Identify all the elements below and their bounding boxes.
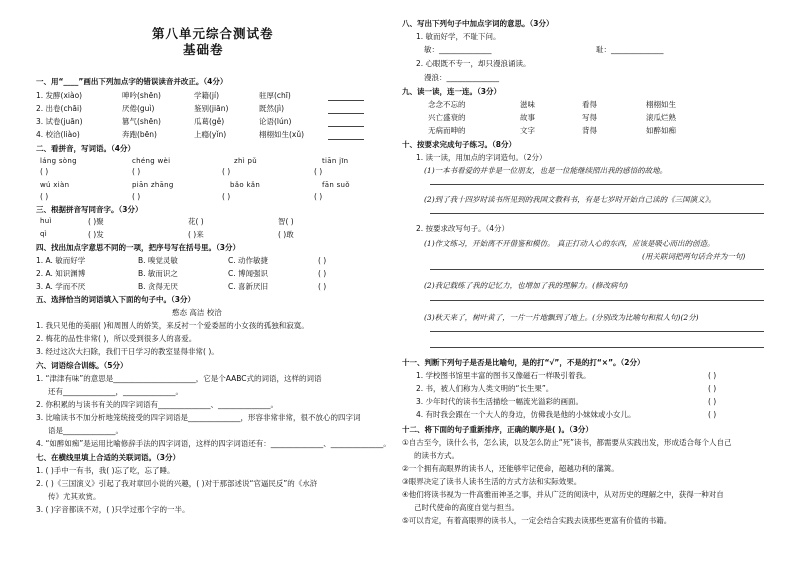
question-text: 栩栩如生(xǔ): [259, 130, 305, 139]
question-text: 3. 少年时代的读书生活描绘一幅流光溢彩的画面。: [416, 397, 584, 406]
question-text: 漫浪：______________: [424, 73, 499, 82]
question-text: (2)我记载练了我的记忆力，也增加了我的理解力。(修改病句): [424, 281, 628, 290]
question-text: 2. 心眼既不专一，却只漫浪诵读。: [416, 59, 531, 68]
question-text: (1)一本书看爱的并非是一位朋友，也是一位能继续照出我的感悟的故地。: [424, 166, 668, 175]
question-text: huì: [40, 217, 52, 225]
question-text: 1. 读一读，用加点的字词造句。（2分）: [416, 153, 547, 162]
question-text: 2. ( )《三国演义》引起了我对章回小说的兴趣，( )对于那部述说“官逼民反”的《水浒: [36, 479, 318, 488]
question-text: B. 贪得无厌: [138, 282, 178, 291]
question-text: 背得: [582, 126, 597, 135]
question-text: 厌倦(guì): [122, 104, 155, 113]
question-text: ②一个拥有高眼界的读书人，还能够牢记使命，超越功利的藩篱。: [402, 464, 619, 473]
question-text: 敏：______________: [424, 45, 492, 54]
question-text: láng sòng: [40, 157, 77, 165]
exam-title: 第八单元综合测试卷: [152, 26, 274, 41]
question-text: 看得: [582, 100, 597, 109]
section-heading: 一、用“____”画出下列加点字的错误读音并改正。（4分）: [36, 77, 228, 86]
question-text: ( ): [708, 371, 717, 380]
question-text: 1. “津津有味”的意思是______________________，它是个AABC式的词语，这样的词语: [36, 374, 322, 383]
question-text: 无病而呻的: [428, 126, 466, 135]
question-text: ( )敢: [278, 230, 294, 239]
question-text: ( ): [40, 167, 49, 176]
answer-line[interactable]: [328, 139, 364, 140]
answer-line[interactable]: [430, 184, 764, 185]
question-text: bǎo kǎn: [230, 181, 261, 189]
question-text: ④他们将读书视为一件高雅而神圣之事，并从广泛的阅读中，从对历史的理解之中，获得一种对自: [402, 490, 724, 499]
question-text: ( ): [314, 192, 323, 201]
section-heading: 六、词语综合训练。（5分）: [36, 361, 128, 370]
question-text: 如醉如痴: [646, 126, 676, 135]
question-text: 己时代使命的高度自觉与担当。: [414, 503, 519, 512]
question-text: 智( ): [278, 217, 294, 226]
question-text: B. 敏而识之: [138, 269, 178, 278]
question-text: 驻厚(chī): [259, 91, 291, 100]
question-text: 2. 出卷(chāi): [36, 104, 82, 113]
answer-line[interactable]: [430, 300, 764, 301]
question-text: zhì pǔ: [234, 157, 257, 165]
question-text: (用关联词把两句话合并为一句): [642, 252, 746, 261]
question-text: ( )聚: [88, 217, 104, 226]
question-text: 故事: [520, 113, 535, 122]
question-text: ( )来: [188, 230, 204, 239]
question-text: ( )发: [88, 230, 104, 239]
section-heading: 二、看拼音，写词语。（4分）: [36, 144, 135, 153]
question-text: 3. 比喻读书不加分析地笼统接受的四字词语是______________，形容非常非常，很不放心的四字词: [36, 413, 361, 422]
question-text: ( ): [318, 256, 327, 265]
answer-line[interactable]: [430, 213, 764, 214]
section-heading: 八、写出下列句子中加点字词的意思。（3分）: [402, 19, 554, 28]
question-text: ( ): [318, 282, 327, 291]
question-text: (3)秋天来了，树叶黄了，一片一片地飘到了地上。(分别改为比喻句和拟人句)(2分): [424, 313, 699, 322]
question-text: 还有______________，______________。: [48, 387, 183, 396]
question-text: C. 动作敏捷: [228, 256, 269, 265]
question-text: ①自古至今，读什么书，怎么读，以及怎么防止“死”读书，都需要从实践出发，形成适合每个人自己: [402, 438, 732, 447]
answer-line[interactable]: [430, 331, 764, 332]
answer-line[interactable]: [430, 347, 764, 348]
question-text: 念念不忘的: [428, 100, 466, 109]
question-text: ⑤可以肯定，有着高眼界的读书人，一定会结合实践去读那些更富有价值的书籍。: [402, 516, 672, 525]
question-text: 传》尤其欢赏。: [48, 492, 101, 501]
section-heading: 五、选择恰当的词语填入下面的句子中。（3分）: [36, 295, 195, 304]
question-text: 2. 书，被人们称为人类文明的“长生果”。: [416, 384, 554, 393]
section-heading: 十一、判断下列句子是否是比喻句，是的打“√”，不是的打“×”。（2分）: [402, 358, 645, 367]
question-text: tiān jīn: [322, 157, 349, 165]
question-text: fān suǒ: [322, 181, 350, 189]
question-text: 鉴别(jiān): [194, 104, 229, 113]
question-text: C. 博闻强识: [228, 269, 269, 278]
question-text: ( ): [708, 384, 717, 393]
question-text: ( ): [708, 397, 717, 406]
question-text: ( ): [222, 167, 231, 176]
question-text: 栩栩如生: [646, 100, 676, 109]
question-text: 3. 经过这次大扫除，我们干日学习的教室显得非常( )。: [36, 347, 219, 356]
question-text: 4. 有时我会跟在一个大人的身边，仿佛我是他的小妹妹或小女儿。: [416, 410, 636, 419]
question-text: ( ): [222, 192, 231, 201]
section-heading: 四、找出加点字意思不同的一项，把序号写在括号里。（3分）: [36, 243, 240, 252]
question-text: 2. A. 知识渊博: [36, 269, 86, 278]
section-heading: 十、按要求完成句子练习。（8分）: [402, 140, 516, 149]
question-text: 文字: [520, 126, 535, 135]
question-text: 兴亡盛衰的: [428, 113, 466, 122]
question-text: 呻吟(shēn): [122, 91, 161, 100]
question-text: wú xiàn: [40, 181, 70, 189]
question-text: 滚瓜烂熟: [646, 113, 676, 122]
question-text: 1. A. 敏而好学: [36, 256, 86, 265]
question-text: ( ): [708, 410, 717, 419]
question-text: 语是______________。: [48, 426, 123, 435]
answer-line[interactable]: [430, 269, 764, 270]
question-text: qì: [40, 230, 47, 238]
question-text: C. 喜新厌旧: [228, 282, 269, 291]
question-text: 2. 按要求改写句子。（4分）: [416, 224, 510, 233]
question-text: ③眼界决定了读书人读书生活的方式方法和实际效果。: [402, 477, 582, 486]
question-text: 写得: [582, 113, 597, 122]
question-text: 2. 梅花的品性非常( )，所以受到很多人的喜爱。: [36, 334, 197, 343]
section-heading: 七、在横线里填上合适的关联词语。（3分）: [36, 453, 180, 462]
question-text: 憨态 高洁 校洽: [172, 308, 222, 317]
question-text: 4. 校洽(liào): [36, 130, 80, 139]
question-text: ( ): [318, 269, 327, 278]
question-text: 1. 发酵(xiào): [36, 91, 83, 100]
question-text: 4. “如醉如痴”是运用比喻修辞手法的四字词语，这样的四字词语还有：______________、______________。: [36, 439, 391, 448]
question-text: 上瘾(yǐn): [194, 130, 227, 139]
question-text: piān zhāng: [132, 181, 174, 189]
question-text: ( ): [314, 167, 323, 176]
question-text: 1. 敏而好学，不耻下问。: [416, 32, 501, 41]
answer-line[interactable]: [328, 126, 364, 127]
question-text: 耻：______________: [596, 45, 664, 54]
question-text: chéng wèi: [132, 157, 171, 165]
question-text: 1. ( )手中一有书，我( )忘了吃，忘了睡。: [36, 466, 175, 475]
question-text: 学籍(jí): [194, 91, 220, 100]
question-text: 篡气(shēn): [122, 117, 161, 126]
question-text: ( ): [132, 192, 141, 201]
exam-subtitle: 基础卷: [183, 42, 224, 57]
answer-line[interactable]: [328, 113, 364, 114]
question-text: 3. ( )字音都读不对，( )只学过那个字的一半。: [36, 505, 190, 514]
question-text: 滋味: [520, 100, 535, 109]
question-text: (1)作文练习，开始离不开借鉴和模仿。 真正打动人心的东西，应该是吸心而出的创造。: [424, 239, 715, 248]
question-text: 奔跑(bēn): [122, 130, 157, 139]
question-text: 2. 你积累的与读书有关的四字词语有______________、______________。: [36, 400, 279, 409]
section-heading: 三、根据拼音写同音字。（3分）: [36, 205, 143, 214]
question-text: 花( ): [188, 217, 204, 226]
question-text: 1. 学校图书馆里丰富的图书又像磁石一样吸引着我。: [416, 371, 591, 380]
section-heading: 十二、将下面的句子重新排序，正确的顺序是( )。（3分）: [402, 425, 593, 434]
section-heading: 九、读一读，连一连。（3分）: [402, 87, 501, 96]
question-text: 1. 我只见他的美丽( )和周围人的娇笑，来反衬一个爱委屈的小女孩的孤独和寂寞。: [36, 321, 309, 330]
question-text: 论语(lún): [259, 117, 292, 126]
question-text: (2)到了我十四岁时读书所见到的我国文教科书，有是七岁时开始自己读的《三国演义》。: [424, 195, 716, 204]
question-text: 的读书方式。: [414, 451, 459, 460]
question-text: 3. A. 学而不厌: [36, 282, 86, 291]
question-text: 3. 试卷(juān): [36, 117, 83, 126]
question-text: 既然(jì): [259, 104, 285, 113]
question-text: B. 嗅觉灵敏: [138, 256, 178, 265]
answer-line[interactable]: [328, 100, 364, 101]
question-text: 瓜葛(gě): [194, 117, 225, 126]
question-text: ( ): [40, 192, 49, 201]
question-text: ( ): [132, 167, 141, 176]
